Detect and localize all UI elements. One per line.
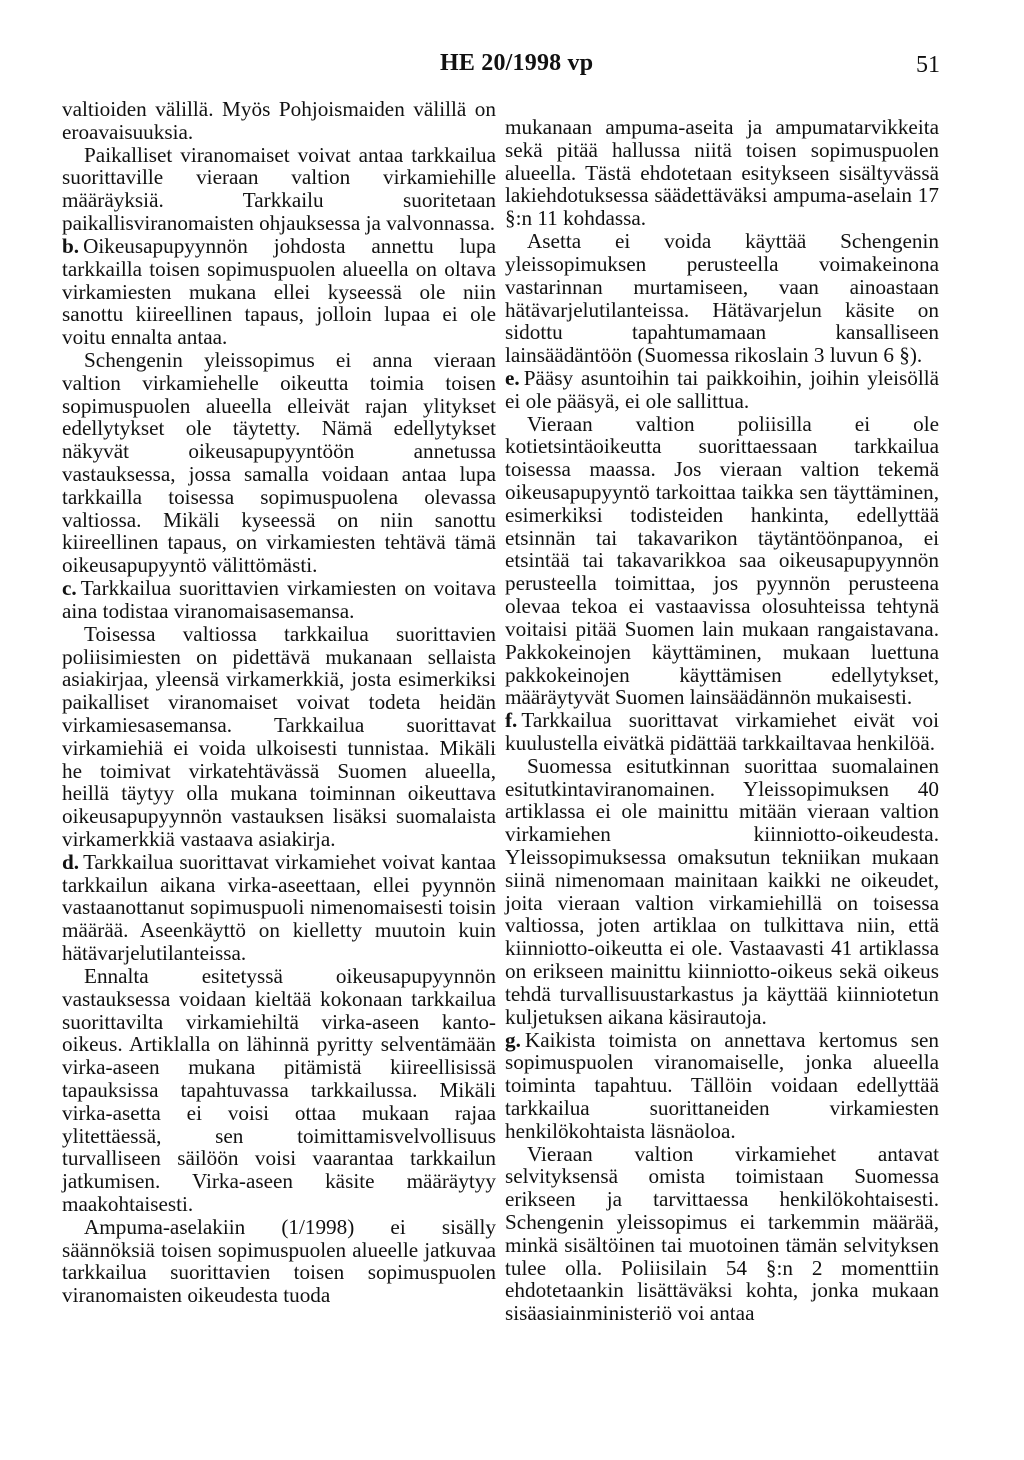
section-letter: d. xyxy=(62,849,80,874)
paragraph: Toisessa valtiossa tarkkailua suorittavien poliisimiesten on pidettävä mukanaan sellaista asiakirjaa, yleensä virkamerkkiä, josta esimerkiksi paikalliset viranomaiset voivat todeta heidän virkamiesasemansa. Tarkkailua suorittavat virkamiehiä ei voida ulkoisesti tunnistaa. Mikäli he toimivat virkatehtävässä Suomen alueella, heillä täytyy olla mukana toiminnan oikeuttava oikeusapupyynnön vastauksen lisäksi suomalaista virkamerkkiä vastaava asiakirja. xyxy=(62,621,496,851)
paragraph: Asetta ei voida käyttää Schengenin yleissopimuksen perusteella voimakeinona vastarinnan murtamiseen, vaan ainoastaan hätävarjelutilanteissa. Hätävarjelun käsite on sidottu tapahtumamaan kansalliseen lainsäädäntöön (Suomessa rikoslain 3 luvun 6 §). xyxy=(505,229,939,368)
section-text: Oikeusapupyynnön johdosta annettu lupa tarkkailla toisen sopimuspuolen alueella on oltava virkamiesten mukana ellei kyseessä ole niin sanottu kiireellinen tapaus, jolloin lupaa ei ole voitu ennalta antaa. xyxy=(62,233,496,350)
paragraph: Schengenin yleissopimus ei anna vieraan valtion virkamiehelle oikeutta toimia toisen sopimuspuolen alueella elleivät rajan ylitykset edellytykset ole täytetty. Nämä edellytykset näkyvät oikeusapupyyntöön annetussa vastauksessa, jossa samalla voidaan antaa lupa tarkkailla toisessa sopimuspuolena olevassa valtiossa. Mikäli kyseessä on niin sanottu kiireellinen tapaus, on virkamiesten tehtävä tämä oikeusapupyyntö välittömästi. xyxy=(62,347,496,578)
section-text: Pääsy asuntoihin tai paikkoihin, joihin yleisöllä ei ole pääsyä, ei ole sallittua. xyxy=(505,365,939,413)
paragraph: Suomessa esitutkinnan suorittaa suomalainen esitutkintaviranomainen. Yleissopimuksen 40 artiklassa ei ole mainittu mitään vieraan valtion virkamiehen kiinniotto-oikeudesta. Yleissopimuksessa omaksutun tekniikan mukaan siinä nimenomaan mainitaan kaikki ne oikeudet, joita vieraan valtion virkamiehillä on toisessa valtiossa, joten artiklaa on tulkittava niin, että kiinniotto-oikeutta ei ole. Vastaavasti 41 artiklassa on erikseen mainittu kiinniotto-oikeus sekä oikeus tehdä turvallisuustarkastus ja käyttää kiinniotetun kuljetuksen aikana käsirautoja. xyxy=(505,753,939,1029)
paragraph: Ennalta esitetyssä oikeusapupyynnön vastauksessa voidaan kieltää kokonaan tarkkailua suorittavilta virkamiehiltä virka-aseen kanto-oikeus. Artiklalla on lähinnä pyritty selventämään virka-aseen mukana pitämistä kiireellisissä tapauksissa tapahtuvassa tarkkailussa. Mikäli virka-asetta ei voisi ottaa mukaan rajaa ylitettäessä, sen toimittamisvelvollisuus turvalliseen säilöön voisi vaarantaa tarkkailun jatkumisen. Virka-aseen käsite määräytyy maakohtaisesti. xyxy=(62,963,496,1216)
section-letter: b. xyxy=(62,233,80,258)
paragraph: Ampuma-aselakiin (1/1998) ei sisälly säännöksiä toisen sopimuspuolen alueelle jatkuvaa tarkkailua suorittavien toisen sopimuspuolen viranomaisten oikeudesta tuoda xyxy=(62,1214,496,1308)
paragraph: Paikalliset viranomaiset voivat antaa tarkkailua suorittaville vieraan valtion virkamiehille määräyksiä. Tarkkailu suoritetaan paikallisviranomaisten ohjauksessa ja valvonnassa. xyxy=(62,142,496,236)
document-id: HE 20/1998 vp xyxy=(440,50,594,76)
continued-paragraph: mukanaan ampuma-aseita ja ampumatarvikkeita sekä pitää hallussa niitä toisen sopimuspuolen alueella. Tästä ehdotetaan esitykseen sisältyvässä lakiehdotuksessa säädettäväksi ampuma-aselain 17 §:n 11 kohdassa. xyxy=(505,115,939,231)
section-paragraph xyxy=(62,235,496,349)
section-text: Tarkkailua suorittavien virkamiesten on voitava aina todistaa viranomaisasemansa. xyxy=(62,576,496,623)
section-text: Tarkkailua suorittavat virkamiehet eivät voi kuulustella eivätkä pidättää tarkkailtavaa henkilöä. xyxy=(505,708,939,755)
section-letter: c. xyxy=(62,576,77,601)
section-paragraph xyxy=(505,1029,939,1143)
continued-paragraph: valtioiden välillä. Myös Pohjoismaiden välillä on eroavaisuuksia. xyxy=(62,97,496,144)
section-text: Tarkkailua suorittavat virkamiehet voivat kantaa tarkkailun aikana virka-aseettaan, ellei pyynnön vastaanottanut sopimuspuoli nimenomaisesti toisin määrää. Aseenkäyttö on kielletty muutoin kuin hätävarjelutilanteissa. xyxy=(62,849,496,966)
section-paragraph xyxy=(505,367,939,413)
section-paragraph xyxy=(505,709,939,755)
section-letter: g. xyxy=(505,1027,521,1052)
paragraph: Vieraan valtion poliisilla ei ole kotietsintäoikeutta suorittaessaan tarkkailua toisessa maassa. Jos vieraan valtion tekemä oikeusapupyyntö tarkoittaa taikka sen täyttäminen, esimerkiksi todisteiden hankinta, edellyttää etsinnän tai takavarikon täytäntöönpanoa, ei etsintää tai takavarikkoa saa oikeusapupyynnön perusteella toimittaa, jos pyynnön perusteena olevaa tekoa ei vastaavissa olosuhteissa tehtynä voitaisi pitää Suomen lain mukaan rangaistavana. Pakkokeinojen käyttäminen, mukaan luettuna pakkokeinojen käyttämisen edellytykset, määräytyvät Suomen lainsäädännön mukaisesti. xyxy=(505,411,939,710)
left-column xyxy=(62,98,496,1307)
paragraph: Vieraan valtion virkamiehet antavat selvityksensä omista toimistaan Suomessa erikseen ja tarvittaessa henkilökohtaisesti. Schengenin yleissopimus ei tarkemmin määrää, minkä sisältöinen tai muotoinen tämän selvityksen tulee olla. Poliisilain 54 §:n 2 momenttiin ehdotetaankin lisättäväksi kohta, jonka mukaan sisäasiainministeriö voi antaa xyxy=(505,1141,939,1326)
section-paragraph xyxy=(62,577,496,623)
page-header xyxy=(0,50,1024,90)
section-text: Kaikista toimista on annettava kertomus sen sopimuspuolen viranomaiselle, jonka alueella toiminta tapahtuu. Tällöin voidaan edellyttää tarkkailua suorittaneiden virkamiesten henkilökohtaista läsnäoloa. xyxy=(505,1027,939,1143)
section-letter: e. xyxy=(505,365,520,390)
section-letter: f. xyxy=(505,708,518,733)
section-paragraph xyxy=(62,851,496,965)
right-column xyxy=(505,116,939,1325)
page-number: 51 xyxy=(916,52,940,78)
